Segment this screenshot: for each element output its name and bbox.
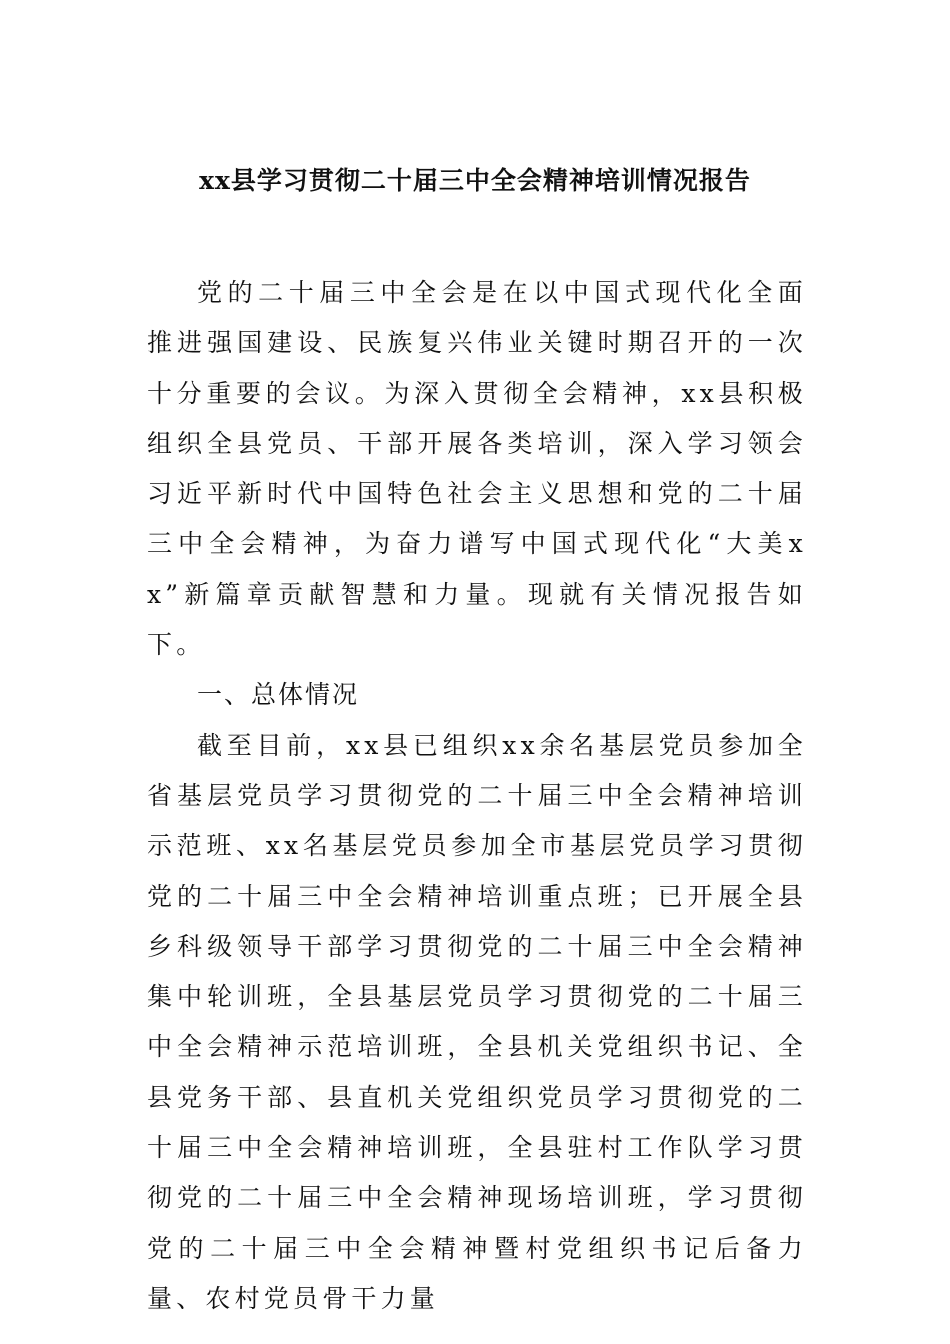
document-title: xx县学习贯彻二十届三中全会精神培训情况报告 <box>199 166 751 195</box>
intro-paragraph: 党的二十届三中全会是在以中国式现代化全面推进强国建设、民族复兴伟业关键时期召开的一次十分重要的会议。为深入贯彻全会精神，xx县积极组织全县党员、干部开展各类培训，深入学习领会习近平新时代中国特色社会主义思想和党的二十届三中全会精神，为奋力谱写中国式现代化“大美xx”新篇章贡献智慧和力量。现就有关情况报告如下。 <box>147 278 807 660</box>
section-heading: 一、总体情况 <box>197 680 360 710</box>
document-body <box>147 268 807 1324</box>
section-body-paragraph: 截至目前，xx县已组织xx余名基层党员参加全省基层党员学习贯彻党的二十届三中全会精神培训示范班、xx名基层党员参加全市基层党员学习贯彻党的二十届三中全会精神培训重点班；已开展全县乡科级领导干部学习贯彻党的二十届三中全会精神集中轮训班，全县基层党员学习贯彻党的二十届三中全会精神示范培训班，全县机关党组织书记、全县党务干部、县直机关党组织党员学习贯彻党的二十届三中全会精神培训班，全县驻村工作队学习贯彻党的二十届三中全会精神现场培训班，学习贯彻党的二十届三中全会精神暨村党组织书记后备力量、农村党员骨干力量 <box>147 730 807 1313</box>
